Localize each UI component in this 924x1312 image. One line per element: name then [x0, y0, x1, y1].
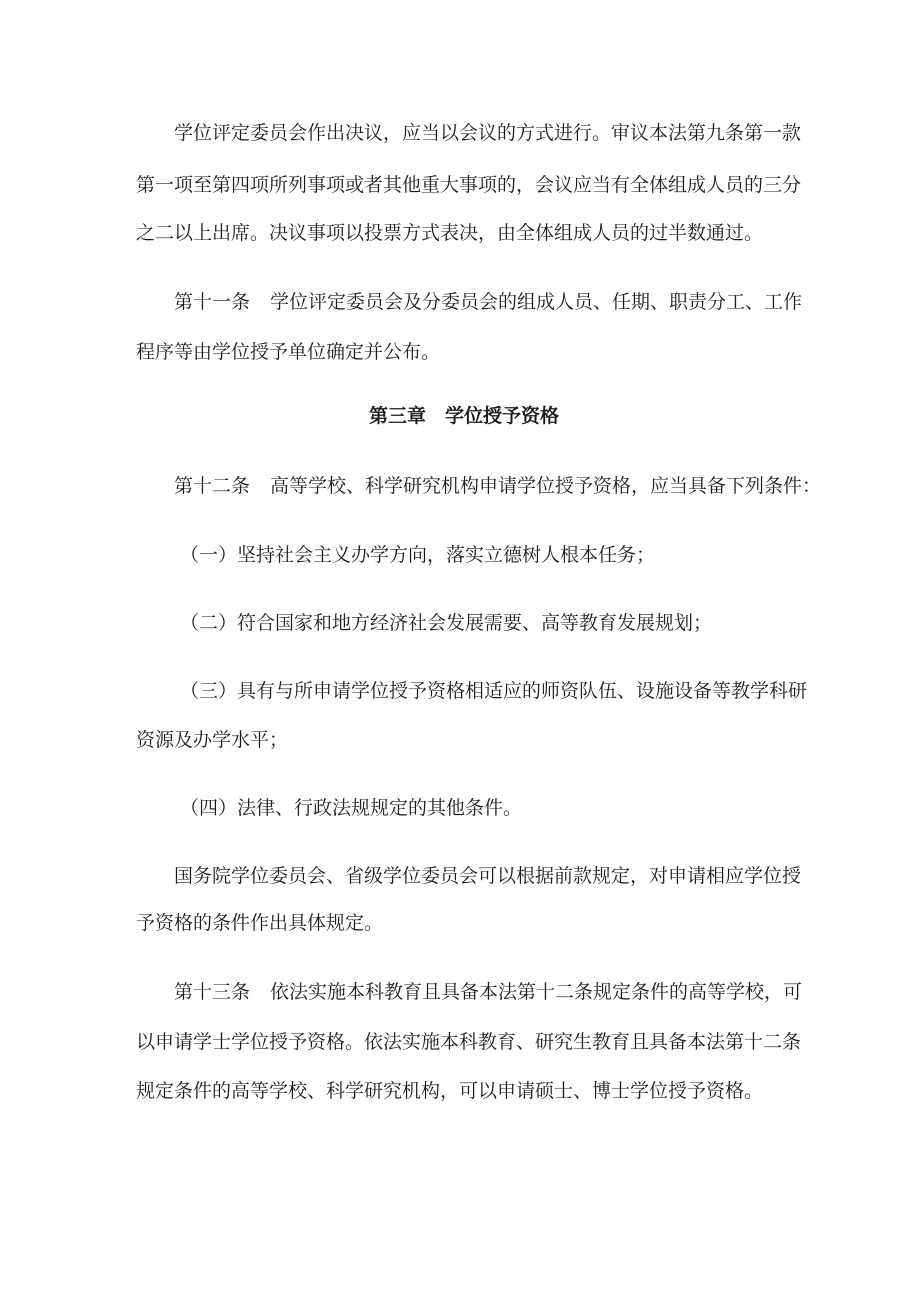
paragraph-line: 予资格的条件作出具体规定。 — [136, 912, 384, 934]
paragraph-line: 程序等由学位授予单位确定并公布。 — [136, 341, 441, 363]
article-text: 依法实施本科教育且具备本法第十二条规定条件的高等学校，可 — [270, 981, 803, 1003]
list-item: （三）具有与所申请学位授予资格相适应的师资队伍、设施设备等教学科研 — [180, 680, 808, 702]
article-number: 第十二条 — [174, 475, 251, 497]
paragraph-line: 学位评定委员会作出决议，应当以会议的方式进行。审议本法第九条第一款 — [174, 122, 802, 144]
article-number: 第十一条 — [174, 291, 251, 313]
paragraph-line: 国务院学位委员会、省级学位委员会可以根据前款规定，对申请相应学位授 — [174, 865, 802, 887]
article-number: 第十三条 — [174, 981, 251, 1003]
article-12-line — [174, 474, 822, 498]
paragraph-line: 以申请学士学位授予资格。依法实施本科教育、研究生教育且具备本法第十二条 — [136, 1031, 802, 1053]
list-item: （二）符合国家和地方经济社会发展需要、高等教育发展规划； — [180, 612, 713, 634]
article-text: 学位评定委员会及分委员会的组成人员、任期、职责分工、工作 — [270, 291, 803, 313]
list-item: （四）法律、行政法规规定的其他条件。 — [180, 797, 523, 819]
article-13-line — [174, 980, 803, 1004]
list-item: （一）坚持社会主义办学方向，落实立德树人根本任务； — [180, 544, 656, 566]
chapter-heading: 第三章 学位授予资格 — [368, 405, 559, 427]
list-item-continuation: 资源及办学水平； — [136, 729, 289, 751]
paragraph-line: 第一项至第四项所列事项或者其他重大事项的，会议应当有全体组成人员的三分 — [136, 174, 802, 196]
article-text: 高等学校、科学研究机构申请学位授予资格，应当具备下列条件： — [270, 475, 822, 497]
paragraph-line: 之二以上出席。决议事项以投票方式表决，由全体组成人员的过半数通过。 — [136, 222, 764, 244]
paragraph-line: 规定条件的高等学校、科学研究机构，可以申请硕士、博士学位授予资格。 — [136, 1080, 764, 1102]
article-11-line — [174, 290, 803, 314]
